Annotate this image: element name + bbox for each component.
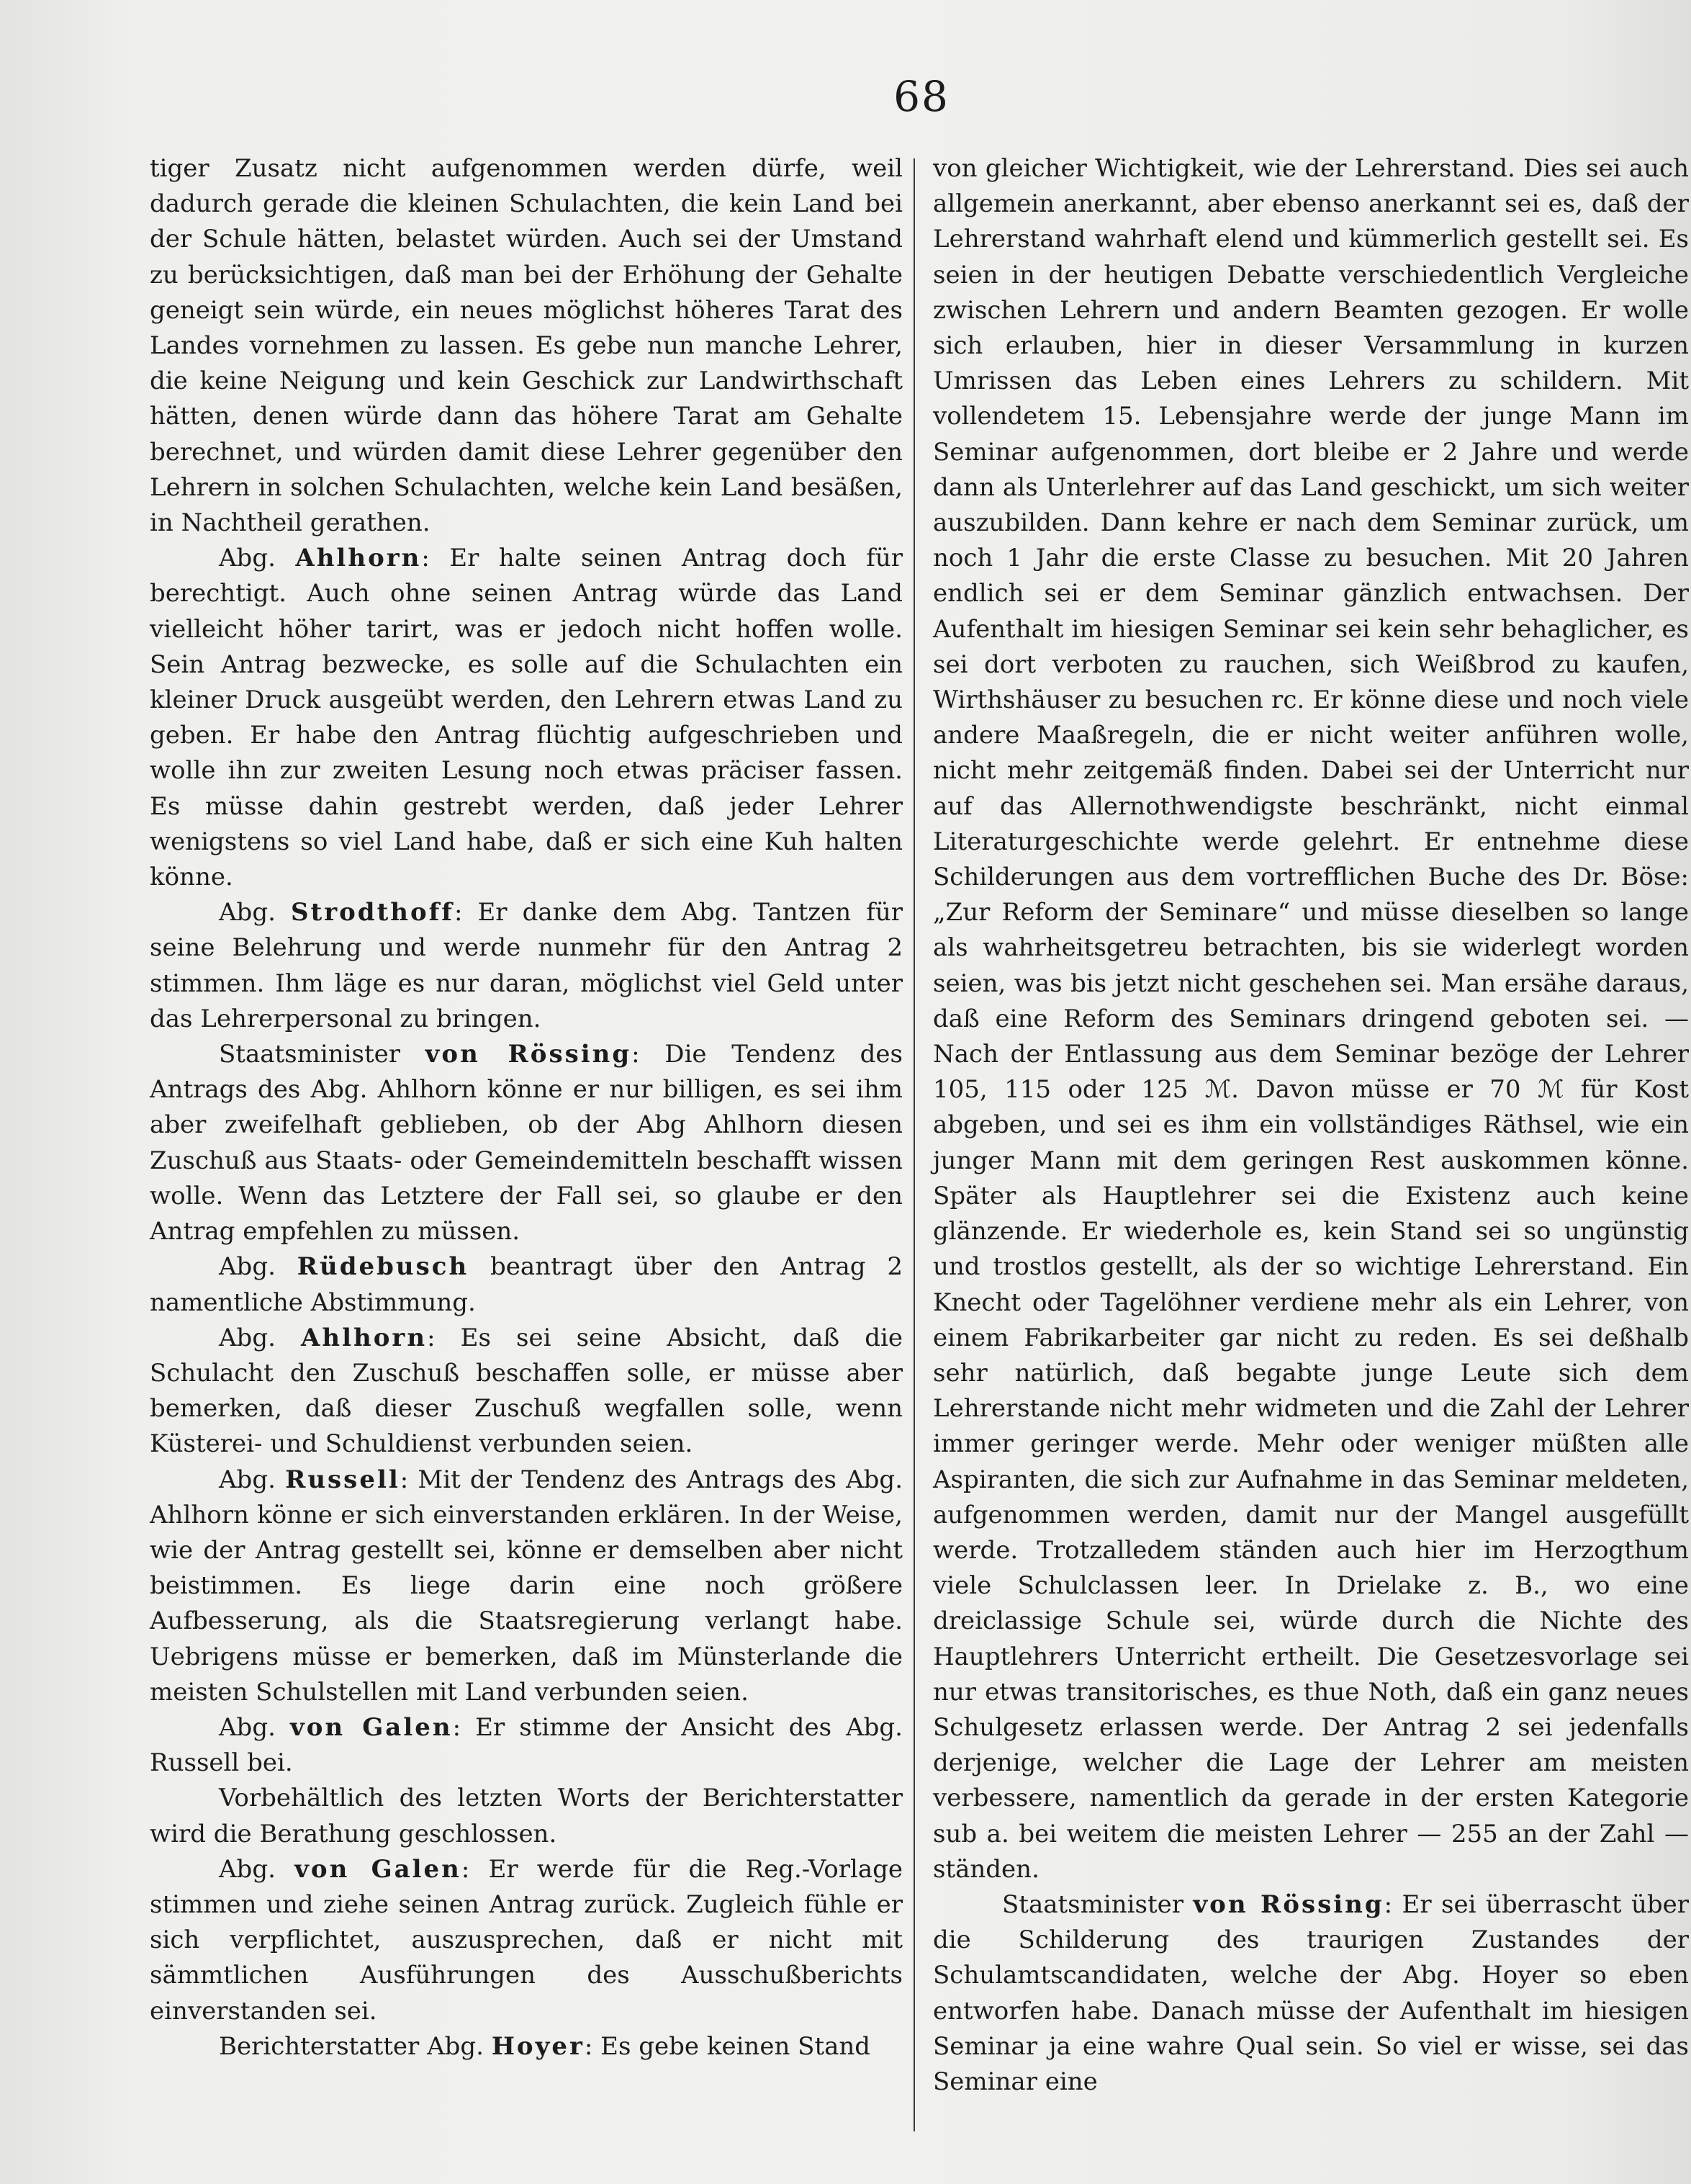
paragraph (150, 1321, 903, 1462)
speaker-title: Berichterstatter Abg. (219, 2031, 484, 2061)
speaker-name: Rüdebusch (297, 1252, 469, 1282)
paragraph (150, 1462, 903, 1710)
speaker-name: Strodthoff (290, 898, 454, 927)
paragraph-text: : Mit der Tendenz des Antrags des Abg. Ahlhorn könne er sich einverstanden erklären. In der Weise, wie der Antrag gestellt sei, könne er demselben aber nicht beistimmen. Es liege darin eine noch größere Aufbesserung, als die Staatsregierung verlangt habe. Uebrigens müsse er bemerken, daß im Münsterlande die meisten Schulstellen mit Land verbunden seien. (150, 1465, 903, 1707)
paragraph (933, 151, 1689, 1887)
column-divider (914, 158, 915, 2131)
paragraph-text: : Es gebe keinen Stand (584, 2031, 871, 2061)
speaker-title: Abg. (219, 1323, 276, 1352)
paragraph-text: tiger Zusatz nicht aufgenommen werden dürfe, weil dadurch gerade die kleinen Schulachten, die kein Land bei der Schule hätten, belastet würden. Auch sei der Umstand zu berücksichtigen, daß man bei der Erhöhung der Gehalte geneigt sein würde, ein neues möglichst höheres Tarat des Landes vornehmen zu lassen. Es gebe nun manche Lehrer, die keine Neigung und kein Geschick zur Landwirthschaft hätten, denen würde dann das höhere Tarat am Gehalte berechnet, und würden damit diese Lehrer gegenüber den Lehrern in solchen Schulachten, welche kein Land besäßen, in Nachtheil gerathen. (150, 154, 903, 538)
page-number: 68 (893, 72, 950, 121)
speaker-name: Ahlhorn (295, 544, 422, 573)
paragraph-text: : Es sei seine Absicht, daß die Schulacht den Zuschuß beschaffen solle, er müsse aber bemerken, daß dieser Zuschuß wegfallen solle, wenn Küsterei- und Schuldienst verbunden seien. (150, 1323, 903, 1459)
paragraph (150, 151, 903, 541)
paragraph (150, 541, 903, 895)
speaker-name: von Rössing (1193, 1889, 1384, 1919)
speaker-name: Ahlhorn (301, 1323, 428, 1352)
speaker-title: Abg. (219, 898, 276, 927)
speaker-name: Russell (285, 1465, 400, 1494)
speaker-name: von Galen (289, 1712, 453, 1742)
paragraph (933, 1887, 1689, 2100)
paragraph (150, 895, 903, 1037)
speaker-title: Abg. (219, 544, 276, 573)
paragraph-text: : Er werde für die Reg.-Vorlage stimmen und ziehe seinen Antrag zurück. Zugleich fühle er sich verpflichtet, auszusprechen, daß er nicht mit sämmtlichen Ausführungen des Ausschußberichts einverstanden sei. (150, 1854, 903, 2026)
speaker-title: Staatsminister (219, 1040, 400, 1069)
paragraph-text: : Er stimme der Ansicht des Abg. Russell bei. (150, 1712, 903, 1778)
paragraph (150, 1037, 903, 1249)
speaker-title: Staatsminister (1002, 1889, 1183, 1919)
paragraph-text: Vorbehältlich des letzten Worts der Berichterstatter wird die Berathung geschlossen. (150, 1784, 903, 1848)
speaker-name: Hoyer (491, 2031, 585, 2061)
speaker-title: Abg. (219, 1465, 276, 1494)
paragraph (150, 1249, 903, 1320)
right-column (933, 151, 1689, 2100)
left-column (150, 151, 903, 2064)
speaker-title: Abg. (219, 1252, 276, 1282)
paragraph-text: : Die Tendenz des Antrags des Abg. Ahlhorn könne er nur billigen, es sei ihm aber zweifelhaft geblieben, ob der Abg Ahlhorn diesen Zuschuß aus Staats- oder Gemeindemitteln beschafft wissen wolle. Wenn das Letztere der Fall sei, so glaube er den Antrag empfehlen zu müssen. (150, 1040, 903, 1246)
paragraph (150, 1710, 903, 1781)
paragraph (150, 1781, 903, 1851)
paragraph-text: von gleicher Wichtigkeit, wie der Lehrerstand. Dies sei auch allgemein anerkannt, aber ebenso anerkannt sei es, daß der Lehrerstand wahrhaft elend und kümmerlich gestellt sei. Es seien in der heutigen Debatte verschiedentlich Vergleiche zwischen Lehrern und andern Beamten gezogen. Er wolle sich erlauben, hier in dieser Versammlung in kurzen Umrissen das Leben eines Lehrers zu schildern. Mit vollendetem 15. Lebensjahre werde der junge Mann im Seminar aufgenommen, dort bleibe er 2 Jahre und werde dann als Unterlehrer auf das Land geschickt, um sich weiter auszubilden. Dann kehre er nach dem Seminar zurück, um noch 1 Jahr die erste Classe zu besuchen. Mit 20 Jahren endlich sei er dem Seminar gänzlich entwachsen. Der Aufenthalt im hiesigen Seminar sei kein sehr behaglicher, es sei dort verboten zu rauchen, sich Weißbrod zu kaufen, Wirthshäuser zu besuchen rc. Er könne diese und noch viele andere Maaßregeln, die er nicht weiter anführen wolle, nicht mehr zeitgemäß finden. Dabei sei der Unterricht nur auf das Allernothwendigste beschränkt, nicht einmal Literaturgeschichte werde gelehrt. Er entnehme diese Schilderungen aus dem vortrefflichen Buche des Dr. Böse: „Zur Reform der Seminare“ und müsse dieselben so lange als wahrheitsgetreu betrachten, bis sie widerlegt worden seien, was bis jetzt nicht geschehen sei. Man ersähe daraus, daß eine Reform des Seminars dringend geboten sei. — Nach der Entlassung aus dem Seminar bezöge der Lehrer 105, 115 oder 125 ℳ. Davon müsse er 70 ℳ für Kost abgeben, und sei es ihm ein vollständiges Räthsel, wie ein junger Mann mit dem geringen Rest auskommen könne. Später als Hauptlehrer sei die Existenz auch keine glänzende. Er wiederhole es, kein Stand sei so ungünstig und trostlos gestellt, als der so wichtige Lehrerstand. Ein Knecht oder Tagelöhner verdiene mehr als ein Lehrer, von einem Fabrikarbeiter gar nicht zu reden. Es sei deßhalb sehr natürlich, daß begabte junge Leute sich dem Lehrerstande nicht mehr widmeten und die Zahl der Lehrer immer geringer werde. Mehr oder weniger müßten alle Aspiranten, die sich zur Aufnahme in das Seminar meldeten, aufgenommen werden, damit nur der Mangel ausgefüllt werde. Trotzalledem ständen auch hier im Herzogthum viele Schulclassen leer. In Drielake z. B., wo eine dreiclassige Schule sei, würde durch die Nichte des Hauptlehrers Unterricht ertheilt. Die Gesetzesvorlage sei nur etwas transitorisches, es thue Noth, daß ein ganz neues Schulgesetz erlassen werde. Der Antrag 2 sei jedenfalls derjenige, welcher die Lage der Lehrer am meisten verbessere, namentlich da gerade in der ersten Kategorie sub a. bei weitem die meisten Lehrer — 255 an der Zahl — ständen. (933, 154, 1689, 1884)
paragraph (150, 2029, 903, 2064)
paragraph-text: : Er danke dem Abg. Tantzen für seine Belehrung und werde nunmehr für den Antrag 2 stimmen. Ihm läge es nur daran, möglichst viel Geld unter das Lehrerpersonal zu bringen. (150, 898, 903, 1033)
paragraph-text: beantragt über den Antrag 2 namentliche Abstimmung. (150, 1252, 903, 1317)
paragraph (150, 1852, 903, 2029)
speaker-title: Abg. (219, 1854, 276, 1884)
speaker-name: von Galen (294, 1854, 461, 1884)
paragraph-text: : Er halte seinen Antrag doch für berechtigt. Auch ohne seinen Antrag würde das Land vielleicht höher tarirt, was er jedoch nicht hoffen wolle. Sein Antrag bezwecke, es solle auf die Schulachten ein kleiner Druck ausgeübt werden, den Lehrern etwas Land zu geben. Er habe den Antrag flüchtig aufgeschrieben und wolle ihn zur zweiten Lesung noch etwas präciser fassen. Es müsse dahin gestrebt werden, daß jeder Lehrer wenigstens so viel Land habe, daß er sich eine Kuh halten könne. (150, 544, 903, 892)
speaker-name: von Rössing (425, 1040, 632, 1069)
speaker-title: Abg. (219, 1712, 276, 1742)
paragraph-text: : Er sei überrascht über die Schilderung des traurigen Zustandes der Schulamtscandidaten, welche der Abg. Hoyer so eben entworfen habe. Danach müsse der Aufenthalt im hiesigen Seminar ja eine wahre Qual sein. So viel er wisse, sei das Seminar eine (933, 1889, 1689, 2096)
